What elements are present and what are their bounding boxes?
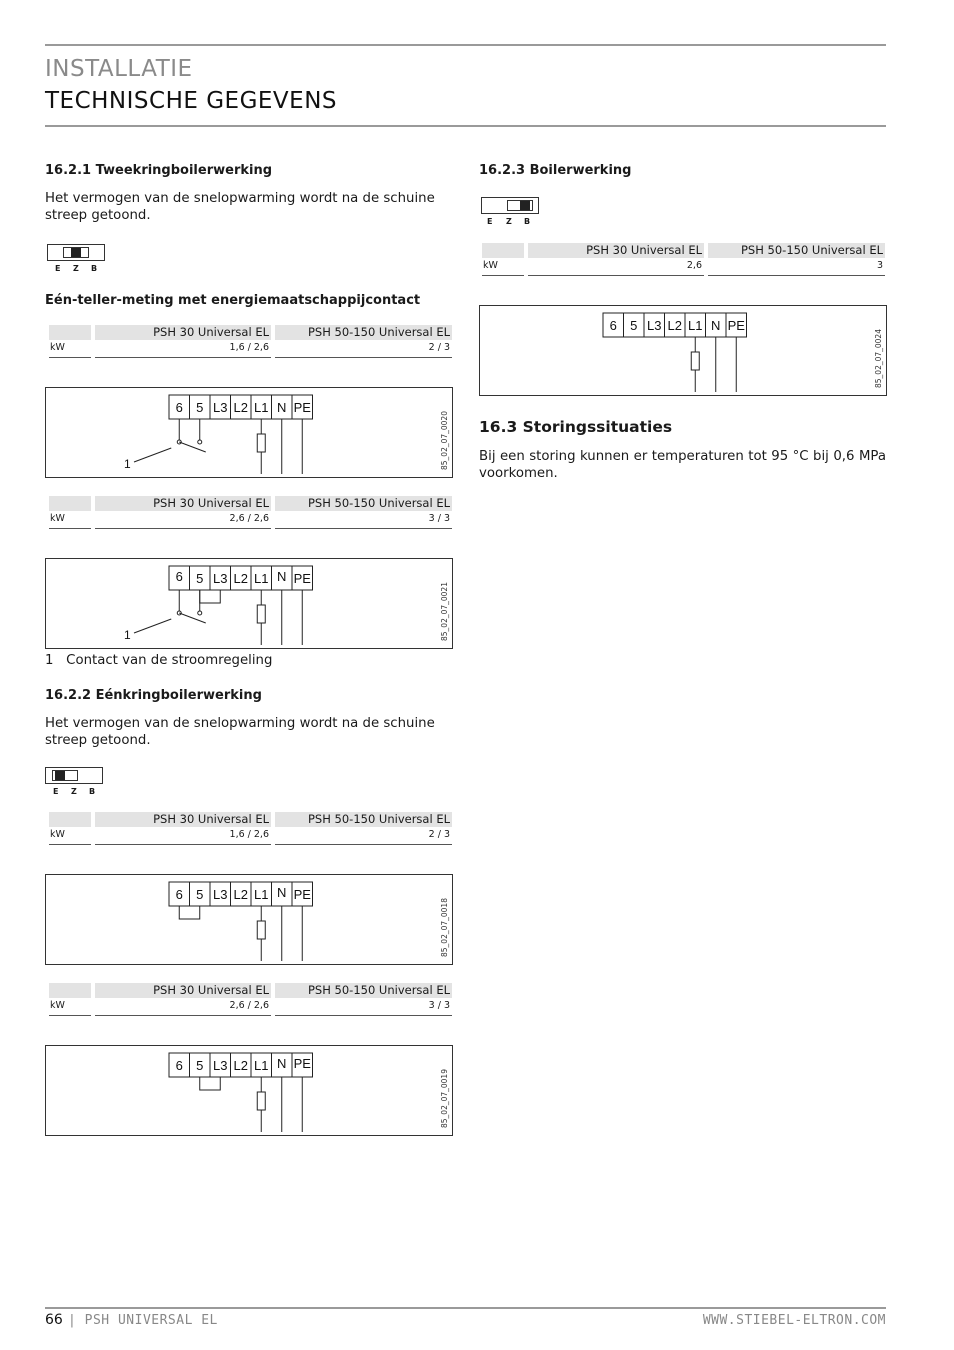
svg-text:L1: L1 (254, 1058, 269, 1073)
svg-text:6: 6 (175, 1058, 183, 1073)
callout-line (134, 619, 171, 633)
terminal-5 (190, 395, 211, 419)
svg-text:L2: L2 (667, 318, 682, 333)
terminal-N (272, 395, 293, 419)
page-title: TECHNISCHE GEGEVENS (45, 88, 338, 114)
paragraph-16-2-1: Het vermogen van de snelopwarming wordt na de schuine streep getoond. (45, 191, 435, 223)
footer-rule (45, 1307, 886, 1309)
terminal-6 (169, 395, 190, 419)
bridge (200, 1077, 221, 1090)
svg-text:L3: L3 (213, 1058, 228, 1073)
svg-text:L3: L3 (213, 400, 228, 415)
terminal-6 (603, 313, 624, 337)
svg-text:PE: PE (727, 318, 745, 333)
wiring-svg (46, 875, 452, 964)
svg-text:PE: PE (293, 400, 311, 415)
power-table-5: PSH 30 Universal EL PSH 50-150 Universal EL kW 2,6 3 (482, 243, 885, 277)
bridge-5-L3 (200, 590, 221, 603)
terminal-L1 (251, 882, 272, 906)
terminal-N (706, 313, 727, 337)
power-table-4: PSH 30 Universal EL PSH 50-150 Universal EL kW 2,6 / 2,6 3 / 3 (49, 983, 452, 1017)
svg-text:5: 5 (196, 1058, 204, 1073)
terminal-L3 (210, 395, 231, 419)
svg-text:PE: PE (293, 571, 311, 586)
heading-16-2-2: 16.2.2 Eénkringboilerwerking (45, 688, 262, 703)
footer-product: | PSH UNIVERSAL EL (68, 1313, 218, 1328)
svg-text:5: 5 (196, 887, 204, 902)
svg-text:PE: PE (293, 1056, 311, 1071)
terminal-5 (190, 1053, 211, 1077)
terminal-PE (292, 395, 313, 419)
svg-text:L1: L1 (254, 887, 269, 902)
terminal-L3 (210, 1053, 231, 1077)
terminal-5 (190, 566, 211, 590)
svg-text:6: 6 (175, 887, 183, 902)
wiring-diagram-0019 (45, 1045, 453, 1136)
terminal-L2 (231, 395, 252, 419)
diagram-ref: 85_02_07_0020 (440, 411, 449, 470)
svg-text:N: N (277, 885, 287, 900)
svg-text:5: 5 (196, 571, 204, 586)
terminal-N (272, 1053, 293, 1077)
terminal-L2 (665, 313, 686, 337)
fuse (257, 605, 265, 623)
terminal-N (272, 882, 293, 906)
terminal-L2 (231, 566, 252, 590)
svg-text:6: 6 (175, 400, 183, 415)
paragraph-16-2-2: Het vermogen van de snelopwarming wordt na de schuine streep getoond. (45, 716, 435, 748)
svg-text:5: 5 (630, 318, 638, 333)
terminal-PE (292, 1053, 313, 1077)
svg-text:L2: L2 (233, 400, 248, 415)
wiring-diagram-0018 (45, 874, 453, 965)
svg-text:L2: L2 (233, 887, 248, 902)
svg-text:6: 6 (609, 318, 617, 333)
svg-text:L3: L3 (647, 318, 662, 333)
switch-ezb-b: E Z B (479, 195, 539, 227)
wiring-diagram-0020 (45, 387, 453, 478)
power-table-1: PSH 30 Universal EL PSH 50-150 Universal EL kW 1,6 / 2,6 2 / 3 (49, 325, 452, 359)
svg-text:L3: L3 (213, 571, 228, 586)
fuse (257, 1092, 265, 1110)
top-rule (45, 44, 886, 46)
wiring-svg (46, 388, 452, 477)
fuse (257, 921, 265, 939)
heading-16-3: 16.3 Storingssituaties (479, 418, 673, 436)
terminal-L2 (231, 1053, 252, 1077)
heading-16-2-3: 16.2.3 Boilerwerking (479, 163, 632, 178)
svg-text:L1: L1 (254, 571, 269, 586)
terminal-5 (624, 313, 645, 337)
terminal-L3 (210, 566, 231, 590)
terminal-PE (292, 566, 313, 590)
terminal-PE (726, 313, 747, 337)
terminal-6 (169, 882, 190, 906)
svg-text:N: N (277, 569, 287, 584)
svg-text:N: N (277, 1056, 287, 1071)
terminal-6 (169, 566, 190, 590)
wiring-svg (46, 559, 452, 648)
subheading-one-meter: Eén-teller-meting met energiemaatschappijcontact (45, 293, 421, 308)
svg-text:N: N (711, 318, 721, 333)
terminal-N (272, 566, 293, 590)
svg-text:L3: L3 (213, 887, 228, 902)
svg-text:5: 5 (196, 400, 204, 415)
footer-url: WWW.STIEBEL-ELTRON.COM (702, 1313, 886, 1328)
page-number: 66 (45, 1312, 63, 1328)
callout-line (134, 448, 171, 462)
svg-text:PE: PE (293, 887, 311, 902)
diagram-ref: 85_02_07_0024 (874, 329, 883, 388)
terminal-L1 (251, 1053, 272, 1077)
contact-switch (179, 442, 206, 452)
callout-label: 1 (124, 457, 131, 471)
diagram-ref: 85_02_07_0021 (440, 582, 449, 641)
fuse (257, 434, 265, 452)
svg-text:L1: L1 (254, 400, 269, 415)
diagram-ref: 85_02_07_0019 (440, 1069, 449, 1128)
wiring-diagram-0021 (45, 558, 453, 649)
switch-ezb-e: E Z B (43, 765, 103, 797)
diagram-ref: 85_02_07_0018 (440, 898, 449, 957)
terminal-L3 (644, 313, 665, 337)
header-rule (45, 125, 886, 127)
callout-label: 1 (124, 628, 131, 642)
power-table-2: PSH 30 Universal EL PSH 50-150 Universal EL kW 2,6 / 2,6 3 / 3 (49, 496, 452, 530)
svg-text:L2: L2 (233, 571, 248, 586)
terminal-L2 (231, 882, 252, 906)
fuse (691, 352, 699, 370)
wiring-svg (46, 1046, 452, 1135)
svg-text:L1: L1 (688, 318, 703, 333)
terminal-L1 (685, 313, 706, 337)
terminal-L3 (210, 882, 231, 906)
power-table-3: PSH 30 Universal EL PSH 50-150 Universal EL kW 1,6 / 2,6 2 / 3 (49, 812, 452, 846)
wiring-diagram-0024 (479, 305, 887, 396)
terminal-5 (190, 882, 211, 906)
terminal-PE (292, 882, 313, 906)
switch-ezb-z: E Z B (45, 242, 105, 274)
wiring-svg (480, 306, 886, 395)
terminal-6 (169, 1053, 190, 1077)
bridge (179, 906, 200, 919)
paragraph-16-3: Bij een storing kunnen er temperaturen tot 95 °C bij 0,6 MPa voorkomen. (479, 449, 886, 481)
svg-text:N: N (277, 400, 287, 415)
svg-text:6: 6 (175, 569, 183, 584)
section-label: INSTALLATIE (45, 56, 193, 82)
heading-16-2-1: 16.2.1 Tweekringboilerwerking (45, 163, 273, 178)
terminal-L1 (251, 566, 272, 590)
legend-item: 1 Contact van de stroomregeling (45, 653, 273, 668)
terminal-L1 (251, 395, 272, 419)
svg-text:L2: L2 (233, 1058, 248, 1073)
contact-switch (179, 613, 206, 623)
